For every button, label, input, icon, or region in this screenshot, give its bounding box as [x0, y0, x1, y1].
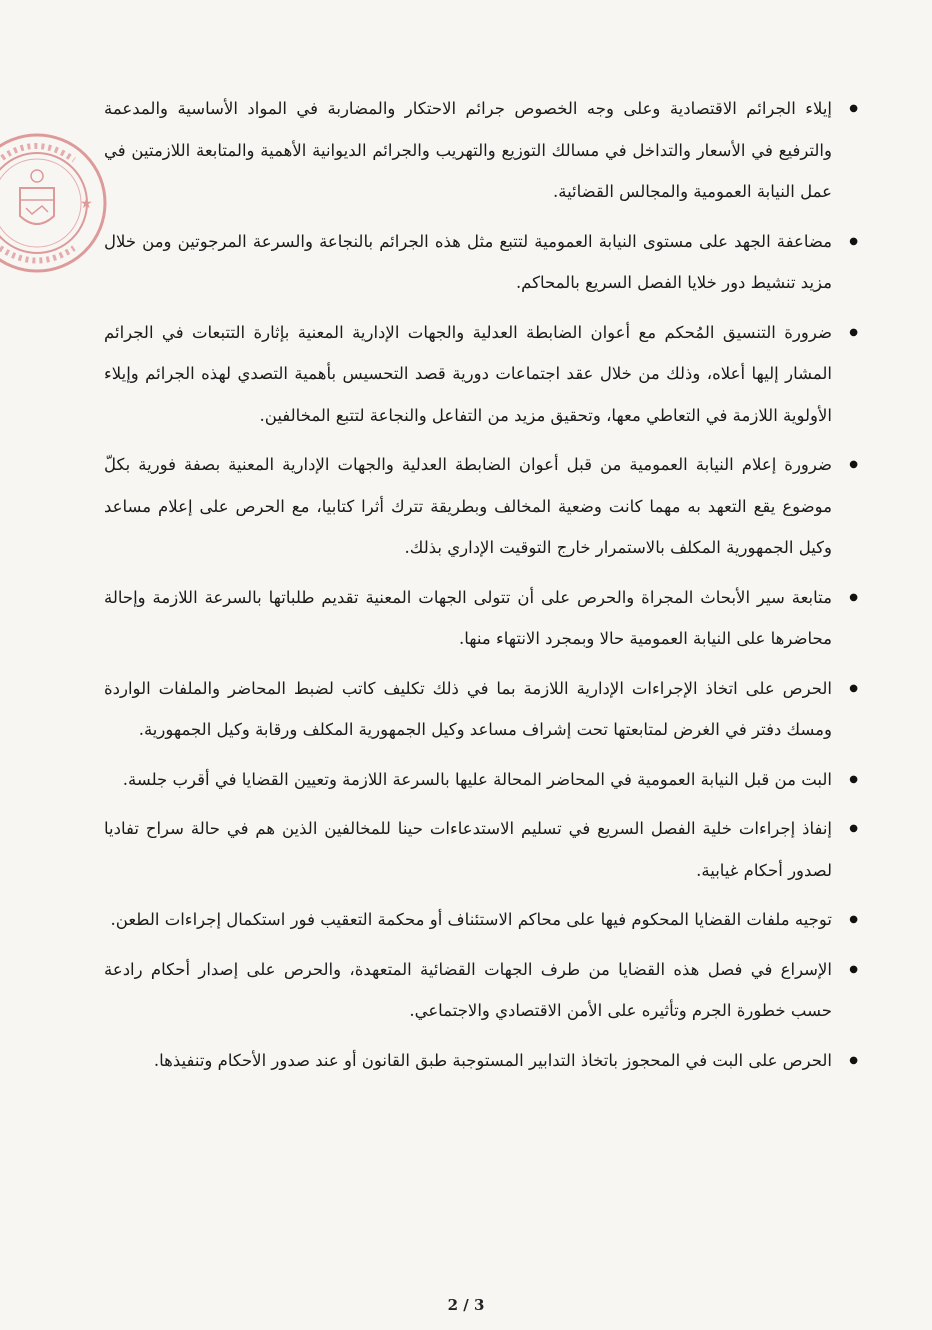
list-item: ● توجيه ملفات القضايا المحكوم فيها على محاكم الاستئناف أو محكمة التعقيب فور استكمال إجراءات الطعن.	[104, 899, 846, 941]
list-item: ● إيلاء الجرائم الاقتصادية وعلى وجه الخصوص جرائم الاحتكار والمضاربة في المواد الأساسية والمدعمة والترفيع في الأسعار والتداخل في مسالك التوزيع والتهريب والجرائم الديوانية الأهمية والمتابعة اللازمتين في عمل النيابة العمومية والمجالس القضائية.	[104, 88, 846, 213]
official-seal-icon	[0, 128, 112, 278]
page-number: 2 / 3	[447, 1296, 485, 1314]
list-item: ● البت من قبل النيابة العمومية في المحاضر المحالة عليها بالسرعة اللازمة وتعيين القضايا في أقرب جلسة.	[104, 759, 846, 801]
list-item: ● ضرورة إعلام النيابة العمومية من قبل أعوان الضابطة العدلية والجهات الإدارية المعنية بصفة فورية بكلّ موضوع يقع التعهد به مهما كانت وضعية المخالف وبطريقة تترك أثرا كتابيا، مع الحرص على إعلام مساعد وكيل الجمهورية المكلف بالاستمرار خارج التوقيت الإداري بذلك.	[104, 444, 846, 569]
directives-list	[104, 88, 846, 1081]
list-item: ● الحرص على البت في المحجوز باتخاذ التدابير المستوجبة طبق القانون أو عند صدور الأحكام وتنفيذها.	[104, 1040, 846, 1082]
list-item: ● إنفاذ إجراءات خلية الفصل السريع في تسليم الاستدعاءات حينا للمخالفين الذين هم في حالة سراح تفاديا لصدور أحكام غيابية.	[104, 808, 846, 891]
svg-text:★: ★	[80, 196, 93, 212]
list-item: ● مضاعفة الجهد على مستوى النيابة العمومية لتتبع مثل هذه الجرائم بالنجاعة والسرعة المرجوتين ومن خلال مزيد تنشيط دور خلايا الفصل السريع بالمحاكم.	[104, 221, 846, 304]
list-item: ● الحرص على اتخاذ الإجراءات الإدارية اللازمة بما في ذلك تكليف كاتب لضبط المحاضر والملفات الواردة ومسك دفتر في الغرض لمتابعتها تحت إشراف مساعد وكيل الجمهورية المكلف ورقابة وكيل الجمهورية.	[104, 668, 846, 751]
list-item: ● ضرورة التنسيق المُحكم مع أعوان الضابطة العدلية والجهات الإدارية المعنية بإثارة التتبعات في الجرائم المشار إليها أعلاه، وذلك من خلال عقد اجتماعات دورية قصد التحسيس بأهمية التصدي لهذه الجرائم وإيلاء الأولوية اللازمة في التعاطي معها، وتحقيق مزيد من التفاعل والنجاعة لتتبع المخالفين.	[104, 312, 846, 437]
directives-content	[104, 88, 846, 1089]
list-item: ● متابعة سير الأبحاث المجراة والحرص على أن تتولى الجهات المعنية تقديم طلباتها بالسرعة اللازمة وإحالة محاضرها على النيابة العمومية حالا وبمجرد الانتهاء منها.	[104, 577, 846, 660]
list-item: ● الإسراع في فصل هذه القضايا من طرف الجهات القضائية المتعهدة، والحرص على إصدار أحكام رادعة حسب خطورة الجرم وتأثيره على الأمن الاقتصادي والاجتماعي.	[104, 949, 846, 1032]
